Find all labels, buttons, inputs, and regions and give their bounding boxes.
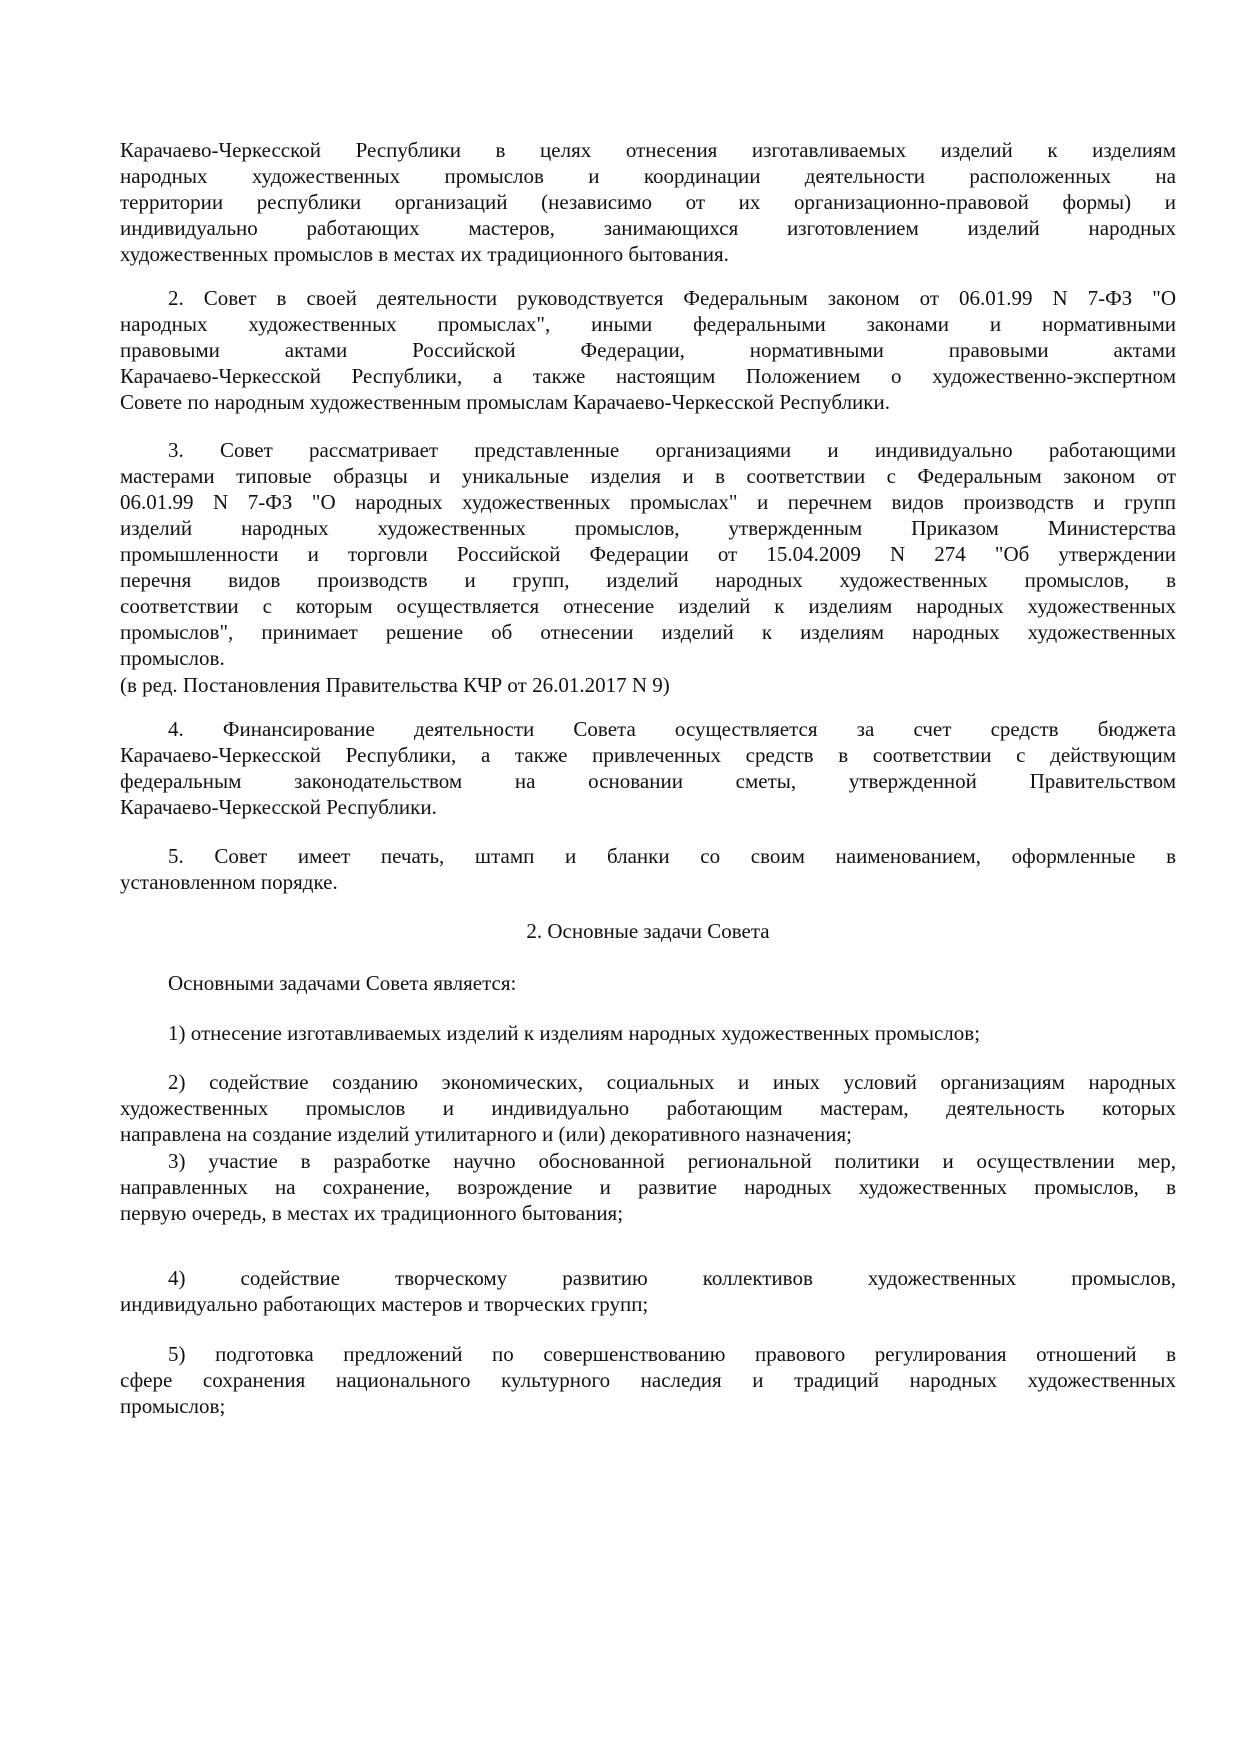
section-heading: [120, 918, 1176, 944]
paragraph-task-5: [120, 1341, 1176, 1419]
paragraph-p-3-note: [120, 672, 1176, 698]
text-line: первую очередь, в местах их традиционного бытования;: [120, 1201, 624, 1225]
text-line: индивидуально работающих мастеров и творческих групп;: [120, 1292, 649, 1316]
text-line: Основными задачами Совета является:: [168, 971, 517, 995]
paragraph-task-2: [120, 1069, 1176, 1147]
text-line: перечня видов производств и групп, изделий народных художественных промыслов, в: [120, 568, 1176, 592]
text-line: 2. Основные задачи Совета: [526, 919, 770, 943]
text-line: художественных промыслов и индивидуально работающим мастерам, деятельность которых: [120, 1096, 1176, 1120]
paragraph-p-tasks-intro: [120, 970, 1176, 996]
text-line: правовыми актами Российской Федерации, нормативными правовыми актами: [120, 338, 1176, 362]
text-line: 4. Финансирование деятельности Совета осуществляется за счет средств бюджета: [168, 717, 1176, 741]
text-line: (в ред. Постановления Правительства КЧР от 26.01.2017 N 9): [120, 673, 670, 697]
text-line: промыслов", принимает решение об отнесении изделий к изделиям народных художественных: [120, 620, 1176, 644]
text-line: Карачаево-Черкесской Республики, а также привлеченных средств в соответствии с действующим: [120, 743, 1176, 767]
text-line: 06.01.99 N 7-ФЗ "О народных художественных промыслах" и перечнем видов производств и групп: [120, 490, 1176, 514]
text-line: установленном порядке.: [120, 870, 338, 894]
text-line: народных художественных промыслов и координации деятельности расположенных на: [120, 164, 1176, 188]
text-line: Карачаево-Черкесской Республики.: [120, 795, 437, 819]
paragraph-task-4: [120, 1265, 1176, 1317]
paragraph-task-3: [120, 1148, 1176, 1226]
paragraph-p-3: [120, 437, 1176, 671]
text-line: мастерами типовые образцы и уникальные изделия и в соответствии с Федеральным законом от: [120, 464, 1176, 488]
text-line: 2) содействие созданию экономических, социальных и иных условий организациям народных: [168, 1070, 1176, 1094]
text-line: федеральным законодательством на основании сметы, утвержденной Правительством: [120, 769, 1176, 793]
paragraph-p-2: [120, 285, 1176, 415]
text-line: сфере сохранения национального культурного наследия и традиций народных художественных: [120, 1368, 1176, 1392]
text-line: 3) участие в разработке научно обоснованной региональной политики и осуществлении мер,: [168, 1149, 1176, 1173]
text-line: соответствии с которым осуществляется отнесение изделий к изделиям народных художественных: [120, 594, 1176, 618]
text-line: промышленности и торговли Российской Федерации от 15.04.2009 N 274 "Об утверждении: [120, 542, 1176, 566]
text-line: индивидуально работающих мастеров, занимающихся изготовлением изделий народных: [120, 216, 1176, 240]
text-line: Карачаево-Черкесской Республики, а также настоящим Положением о художественно-экспертном: [120, 364, 1176, 388]
text-line: направленных на сохранение, возрождение и развитие народных художественных промыслов, в: [120, 1175, 1176, 1199]
paragraph-p-4: [120, 716, 1176, 820]
text-line: 2. Совет в своей деятельности руководствуется Федеральным законом от 06.01.99 N 7-ФЗ "О: [168, 286, 1176, 310]
text-line: промыслов;: [120, 1394, 226, 1418]
text-line: изделий народных художественных промыслов, утвержденным Приказом Министерства: [120, 516, 1176, 540]
text-line: 1) отнесение изготавливаемых изделий к изделиям народных художественных промыслов;: [168, 1021, 981, 1045]
paragraph-p-intro-cont: [120, 137, 1176, 267]
text-line: промыслов.: [120, 646, 225, 670]
text-line: направлена на создание изделий утилитарного и (или) декоративного назначения;: [120, 1122, 852, 1146]
text-line: народных художественных промыслах", иными федеральными законами и нормативными: [120, 312, 1176, 336]
text-line: Совете по народным художественным промыслам Карачаево-Черкесской Республики.: [120, 390, 890, 414]
text-line: Карачаево-Черкесской Республики в целях отнесения изготавливаемых изделий к изделиям: [120, 138, 1176, 162]
text-line: территории республики организаций (независимо от их организационно-правовой формы) и: [120, 190, 1176, 214]
text-line: художественных промыслов в местах их традиционного бытования.: [120, 242, 729, 266]
text-line: 5. Совет имеет печать, штамп и бланки со своим наименованием, оформленные в: [168, 844, 1176, 868]
text-line: 4) содействие творческому развитию коллективов художественных промыслов,: [168, 1266, 1176, 1290]
paragraph-p-5: [120, 843, 1176, 895]
text-line: 5) подготовка предложений по совершенствованию правового регулирования отношений в: [168, 1342, 1176, 1366]
text-line: 3. Совет рассматривает представленные организациями и индивидуально работающими: [168, 438, 1176, 462]
paragraph-task-1: [120, 1020, 1176, 1046]
